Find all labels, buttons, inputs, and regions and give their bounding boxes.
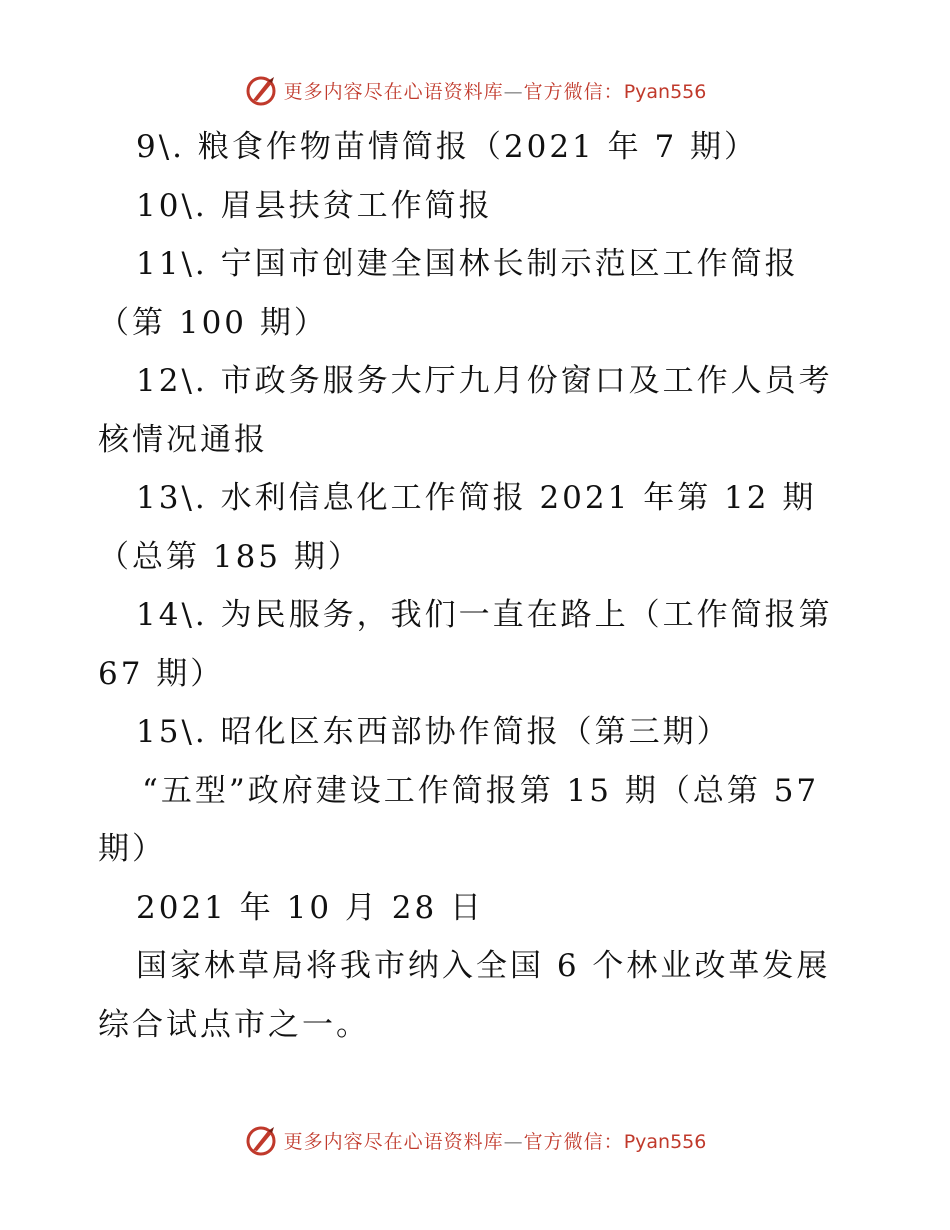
list-item-10: 10\. 眉县扶贫工作简报 <box>136 187 493 224</box>
watermark-text: 更多内容尽在心语资料库—官方微信：Pyan556 <box>283 1130 707 1153</box>
list-item-11-continued: （第 100 期） <box>98 304 328 341</box>
footer-watermark <box>0 1120 950 1160</box>
watermark-text: 更多内容尽在心语资料库—官方微信：Pyan556 <box>283 80 707 103</box>
list-item-15: 15\. 昭化区东西部协作简报（第三期） <box>136 714 731 750</box>
paragraph-wuxing-continued: 期） <box>98 831 166 867</box>
list-item-12-continued: 核情况通报 <box>98 421 268 458</box>
list-item-12: 12\. 市政务服务大厅九月份窗口及工作人员考 <box>136 363 833 399</box>
list-item-13-continued: （总第 185 期） <box>98 538 362 575</box>
list-item-11: 11\. 宁国市创建全国林长制示范区工作简报 <box>136 246 799 282</box>
list-item-14: 14\. 为民服务，我们一直在路上（工作简报第 <box>136 597 833 633</box>
list-item-14-continued: 67 期） <box>98 655 225 692</box>
header-watermark <box>0 70 950 110</box>
paragraph-wuxing: “五型”政府建设工作简报第 15 期（总第 57 <box>142 772 820 809</box>
list-item-9: 9\. 粮食作物苗情简报（2021 年 7 期） <box>136 129 759 165</box>
document-body <box>98 118 838 1054</box>
paragraph-forestry: 国家林草局将我市纳入全国 6 个林业改革发展 <box>136 948 831 984</box>
paragraph-forestry-continued: 综合试点市之一。 <box>98 1006 370 1043</box>
document-date: 2021 年 10 月 28 日 <box>136 889 485 926</box>
quill-pen-seal-icon <box>244 73 278 107</box>
quill-pen-seal-icon <box>244 1123 278 1157</box>
list-item-13: 13\. 水利信息化工作简报 2021 年第 12 期 <box>136 480 817 516</box>
